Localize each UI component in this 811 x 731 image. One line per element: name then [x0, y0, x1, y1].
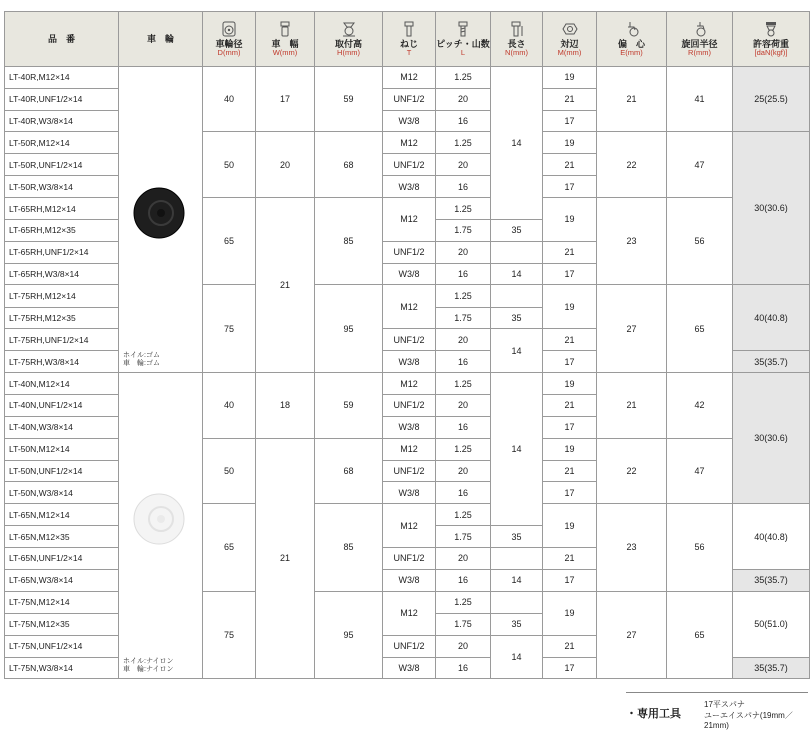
height-cell: 59 [315, 373, 383, 438]
part-number-cell: LT-65N,M12×14 [5, 504, 119, 526]
across-flats-cell: 17 [543, 263, 597, 285]
diameter-cell: 50 [203, 132, 256, 198]
diameter-cell: 40 [203, 373, 256, 438]
across-flats-cell: 21 [543, 154, 597, 176]
header-across-flats: 対辺 M(mm) [543, 12, 597, 67]
length-cell [491, 548, 543, 570]
part-number-cell: LT-50R,M12×14 [5, 132, 119, 154]
header-pitch: ピッチ・山数 L [436, 12, 491, 67]
pitch-cell: 20 [436, 460, 491, 482]
pitch-cell: 16 [436, 416, 491, 438]
thread-cell: M12 [383, 285, 436, 329]
wheel-side-icon [277, 21, 293, 37]
length-cell: 14 [491, 635, 543, 679]
across-flats-cell: 19 [543, 504, 597, 548]
pitch-cell: 16 [436, 110, 491, 132]
wheel-material-line: ホイル:ゴム [123, 352, 160, 360]
pitch-cell: 1.75 [436, 526, 491, 548]
thread-cell: M12 [383, 438, 436, 460]
part-number-cell: LT-40N,W3/8×14 [5, 416, 119, 438]
thread-cell: W3/8 [383, 482, 436, 504]
pitch-cell: 16 [436, 263, 491, 285]
hex-nut-icon [562, 21, 578, 37]
length-cell [491, 591, 543, 613]
wheel-image [119, 373, 202, 678]
offset-cell: 23 [597, 198, 667, 285]
load-capacity-cell: 35(35.7) [733, 569, 810, 591]
length-cell: 35 [491, 220, 543, 242]
part-number-cell: LT-50N,UNF1/2×14 [5, 460, 119, 482]
length-cell: 14 [491, 569, 543, 591]
part-number-cell: LT-65N,M12×35 [5, 526, 119, 548]
thread-cell: UNF1/2 [383, 329, 436, 351]
header-mount-height: 取付高 H(mm) [315, 12, 383, 67]
load-capacity-cell: 35(35.7) [733, 351, 810, 373]
across-flats-cell: 17 [543, 482, 597, 504]
swivel-radius-icon [692, 21, 708, 37]
thread-cell: UNF1/2 [383, 394, 436, 416]
thread-cell: M12 [383, 504, 436, 548]
height-cell: 59 [315, 67, 383, 132]
offset-cell: 21 [597, 67, 667, 132]
thread-cell: W3/8 [383, 657, 436, 679]
wheel-material-note [123, 352, 160, 368]
offset-cell: 27 [597, 285, 667, 373]
caster-spec-table [4, 11, 810, 679]
across-flats-cell: 19 [543, 67, 597, 89]
part-number-cell: LT-75N,UNF1/2×14 [5, 635, 119, 657]
part-number-cell: LT-65RH,M12×35 [5, 220, 119, 242]
height-cell: 95 [315, 285, 383, 373]
part-number-cell: LT-50N,W3/8×14 [5, 482, 119, 504]
wheel-front-icon [221, 21, 237, 37]
part-number-cell: LT-75RH,M12×35 [5, 307, 119, 329]
pitch-cell: 16 [436, 569, 491, 591]
across-flats-cell: 17 [543, 176, 597, 198]
diameter-cell: 75 [203, 285, 256, 373]
caster-height-icon [341, 21, 357, 37]
part-number-cell: LT-75RH,M12×14 [5, 285, 119, 307]
thread-cell: UNF1/2 [383, 241, 436, 263]
across-flats-cell: 21 [543, 635, 597, 657]
part-number-cell: LT-50N,M12×14 [5, 438, 119, 460]
length-cell: 35 [491, 307, 543, 329]
thread-cell: W3/8 [383, 351, 436, 373]
wheel-cell [119, 373, 203, 679]
part-number-cell: LT-65RH,W3/8×14 [5, 263, 119, 285]
header-length: 長さ N(mm) [491, 12, 543, 67]
header-wheel: 車 輪 [119, 12, 203, 67]
across-flats-cell: 17 [543, 569, 597, 591]
part-number-cell: LT-65RH,M12×14 [5, 198, 119, 220]
swivel-radius-cell: 42 [667, 373, 733, 438]
wheel-cell [119, 67, 203, 373]
length-cell: 14 [491, 329, 543, 373]
diameter-cell: 65 [203, 504, 256, 591]
pitch-cell: 1.25 [436, 591, 491, 613]
across-flats-cell: 19 [543, 132, 597, 154]
swivel-radius-cell: 65 [667, 591, 733, 679]
header-thread: ねじ T [383, 12, 436, 67]
thread-cell: UNF1/2 [383, 88, 436, 110]
height-cell: 68 [315, 438, 383, 504]
bolt-pitch-icon [455, 21, 471, 37]
tools-line-1: 17平スパナ [704, 700, 745, 709]
across-flats-cell: 19 [543, 591, 597, 635]
load-capacity-cell: 40(40.8) [733, 504, 810, 570]
length-cell: 14 [491, 373, 543, 526]
header-swivel-radius: 旋回半径 R(mm) [667, 12, 733, 67]
table-row [5, 67, 810, 89]
length-cell: 14 [491, 263, 543, 285]
part-number-cell: LT-75RH,UNF1/2×14 [5, 329, 119, 351]
pitch-cell: 20 [436, 88, 491, 110]
across-flats-cell: 19 [543, 438, 597, 460]
width-cell: 21 [256, 438, 315, 679]
table-row [5, 373, 810, 395]
wheel-material-line: 車 輪:ナイロン [123, 666, 174, 674]
wheel-material-line: ホイル:ナイロン [123, 658, 174, 666]
swivel-radius-cell: 47 [667, 132, 733, 198]
thread-cell: W3/8 [383, 176, 436, 198]
part-number-cell: LT-50R,W3/8×14 [5, 176, 119, 198]
wheel-material-note [123, 658, 173, 674]
load-capacity-cell: 40(40.8) [733, 285, 810, 351]
part-number-cell: LT-50R,UNF1/2×14 [5, 154, 119, 176]
diameter-cell: 50 [203, 438, 256, 504]
part-number-cell: LT-40R,M12×14 [5, 67, 119, 89]
across-flats-cell: 19 [543, 373, 597, 395]
thread-cell: M12 [383, 198, 436, 242]
pitch-cell: 20 [436, 394, 491, 416]
pitch-cell: 16 [436, 351, 491, 373]
across-flats-cell: 19 [543, 198, 597, 242]
height-cell: 95 [315, 591, 383, 679]
length-cell: 14 [491, 67, 543, 220]
pitch-cell: 20 [436, 241, 491, 263]
length-cell: 35 [491, 613, 543, 635]
height-cell: 85 [315, 198, 383, 285]
offset-cell: 23 [597, 504, 667, 591]
part-number-cell: LT-40N,M12×14 [5, 373, 119, 395]
pitch-cell: 20 [436, 635, 491, 657]
thread-cell: W3/8 [383, 416, 436, 438]
pitch-cell: 1.25 [436, 285, 491, 307]
across-flats-cell: 19 [543, 285, 597, 329]
height-cell: 68 [315, 132, 383, 198]
diameter-cell: 40 [203, 67, 256, 132]
wheel-material-line: 車 輪:ゴム [123, 360, 160, 368]
diameter-cell: 75 [203, 591, 256, 679]
across-flats-cell: 21 [543, 88, 597, 110]
pitch-cell: 1.25 [436, 67, 491, 89]
pitch-cell: 1.25 [436, 198, 491, 220]
thread-cell: M12 [383, 373, 436, 395]
bolt-length-icon [509, 21, 525, 37]
pitch-cell: 16 [436, 482, 491, 504]
pitch-cell: 20 [436, 154, 491, 176]
thread-cell: M12 [383, 591, 436, 635]
across-flats-cell: 21 [543, 241, 597, 263]
load-capacity-cell: 35(35.7) [733, 657, 810, 679]
part-number-cell: LT-75RH,W3/8×14 [5, 351, 119, 373]
header-offset: 偏 心 E(mm) [597, 12, 667, 67]
pitch-cell: 1.75 [436, 307, 491, 329]
header-load-capacity: 許容荷重 [daN(kgf)] [733, 12, 810, 67]
pitch-cell: 1.25 [436, 504, 491, 526]
part-number-cell: LT-65N,UNF1/2×14 [5, 548, 119, 570]
tools-label: ・専用工具 [626, 708, 681, 720]
thread-cell: M12 [383, 67, 436, 89]
load-capacity-cell: 25(25.5) [733, 67, 810, 132]
table-body [5, 67, 810, 679]
rubber-wheel-icon [131, 185, 187, 241]
thread-cell: UNF1/2 [383, 460, 436, 482]
part-number-cell: LT-75N,W3/8×14 [5, 657, 119, 679]
swivel-radius-cell: 65 [667, 285, 733, 373]
offset-cell: 22 [597, 132, 667, 198]
length-cell: 35 [491, 526, 543, 548]
length-cell [491, 241, 543, 263]
length-cell [491, 285, 543, 307]
across-flats-cell: 17 [543, 657, 597, 679]
wheel-image [119, 67, 202, 372]
thread-cell: UNF1/2 [383, 548, 436, 570]
offset-cell: 27 [597, 591, 667, 679]
swivel-radius-cell: 41 [667, 67, 733, 132]
across-flats-cell: 21 [543, 548, 597, 570]
pitch-cell: 1.25 [436, 438, 491, 460]
thread-cell: UNF1/2 [383, 635, 436, 657]
across-flats-cell: 21 [543, 329, 597, 351]
thread-cell: UNF1/2 [383, 154, 436, 176]
width-cell: 20 [256, 132, 315, 198]
pitch-cell: 20 [436, 548, 491, 570]
width-cell: 21 [256, 198, 315, 373]
bolt-thread-icon [401, 21, 417, 37]
thread-cell: W3/8 [383, 110, 436, 132]
pitch-cell: 20 [436, 329, 491, 351]
header-part-number: 品 番 [5, 12, 119, 67]
nylon-wheel-icon [131, 491, 187, 547]
tools-line-2: ユーエイスパナ(19mm／21mm) [704, 711, 793, 730]
part-number-cell: LT-75N,M12×35 [5, 613, 119, 635]
across-flats-cell: 21 [543, 394, 597, 416]
header-wheel-diameter: 車輪径 D(mm) [203, 12, 256, 67]
pitch-cell: 16 [436, 176, 491, 198]
header-wheel-width: 車 幅 W(mm) [256, 12, 315, 67]
part-number-cell: LT-65RH,UNF1/2×14 [5, 241, 119, 263]
load-weight-icon [763, 21, 779, 37]
swivel-radius-cell: 56 [667, 504, 733, 591]
height-cell: 85 [315, 504, 383, 591]
pitch-cell: 16 [436, 657, 491, 679]
thread-cell: W3/8 [383, 263, 436, 285]
across-flats-cell: 17 [543, 351, 597, 373]
load-capacity-cell: 30(30.6) [733, 373, 810, 504]
part-number-cell: LT-40R,W3/8×14 [5, 110, 119, 132]
offset-cell: 22 [597, 438, 667, 504]
swivel-radius-cell: 56 [667, 198, 733, 285]
width-cell: 18 [256, 373, 315, 438]
table-header-row [5, 12, 810, 67]
part-number-cell: LT-40R,UNF1/2×14 [5, 88, 119, 110]
thread-cell: M12 [383, 132, 436, 154]
width-cell: 17 [256, 67, 315, 132]
load-capacity-cell: 30(30.6) [733, 132, 810, 285]
part-number-cell: LT-40N,UNF1/2×14 [5, 394, 119, 416]
pitch-cell: 1.75 [436, 220, 491, 242]
swivel-radius-cell: 47 [667, 438, 733, 504]
part-number-cell: LT-65N,W3/8×14 [5, 569, 119, 591]
thread-cell: W3/8 [383, 569, 436, 591]
across-flats-cell: 17 [543, 416, 597, 438]
across-flats-cell: 17 [543, 110, 597, 132]
pitch-cell: 1.25 [436, 373, 491, 395]
diameter-cell: 65 [203, 198, 256, 285]
load-capacity-cell: 50(51.0) [733, 591, 810, 657]
pitch-cell: 1.75 [436, 613, 491, 635]
offset-icon [624, 21, 640, 37]
across-flats-cell: 21 [543, 460, 597, 482]
dedicated-tools-note [626, 692, 808, 730]
offset-cell: 21 [597, 373, 667, 438]
pitch-cell: 1.25 [436, 132, 491, 154]
part-number-cell: LT-75N,M12×14 [5, 591, 119, 613]
